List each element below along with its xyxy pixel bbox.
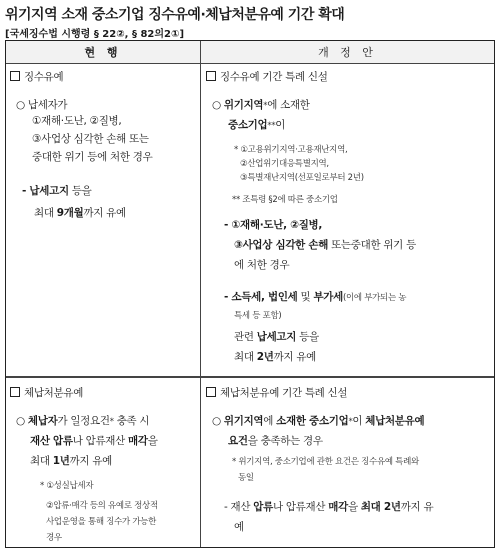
- s1-right-line4: ③사업상 심각한 손해 또는중대한 위기 등: [234, 239, 416, 251]
- section-divider: [6, 376, 494, 378]
- s2-left-line3: 최대 1년까지 유예: [30, 455, 113, 467]
- section1-right-heading: 징수유예 기간 특례 신설: [206, 69, 328, 84]
- s2-left-line1: ○ 체납자가 일정요건* 충족 시: [16, 415, 150, 427]
- s2-right-line4: 예: [234, 521, 244, 533]
- s1-right-line8: 관련 납세고지 등을: [234, 331, 319, 343]
- s2-left-note4: 경우: [46, 533, 62, 543]
- section2-left-heading: 체납처분유예: [10, 385, 83, 400]
- s1-right-line2: 중소기업**이: [228, 119, 286, 131]
- section2-right-heading: 체납처분유예 기간 특례 신설: [206, 385, 347, 400]
- header-current: 현 행: [84, 46, 122, 59]
- s1-left-line3: ③사업상 심각한 손해 또는: [32, 133, 149, 145]
- s1-right-line9: 최대 2년까지 유예: [234, 351, 317, 363]
- s1-right-note2: ②산업위기대응특별지역,: [240, 159, 329, 169]
- s1-left-line6: 최대 9개월까지 유예: [34, 207, 126, 219]
- checkbox-square-icon: [10, 71, 20, 81]
- checkbox-square-icon: [10, 387, 20, 397]
- s1-right-line3: - ①재해·도난, ②질병,: [224, 219, 323, 231]
- s1-left-line1: ○ 납세자가: [16, 99, 68, 111]
- s1-right-line6: - 소득세, 법인세 및 부가세(이에 부가되는 농: [224, 291, 407, 303]
- s1-right-note3: ③특별재난지역(선포일로부터 2년): [240, 173, 364, 183]
- s1-right-line1: ○ 위기지역*에 소재한: [212, 99, 310, 111]
- s2-right-note2: 동일: [238, 473, 254, 483]
- section1-left-heading: 징수유예: [10, 69, 63, 84]
- column-divider: [200, 41, 201, 547]
- s1-right-line5: 에 처한 경우: [234, 259, 290, 271]
- s2-right-line1: ○ 위기지역에 소재한 중소기업*이 체납처분유예: [212, 415, 425, 427]
- checkbox-square-icon: [206, 387, 216, 397]
- checkbox-square-icon: [206, 71, 216, 81]
- s2-left-note1: * ①성실납세자: [40, 481, 94, 491]
- s2-right-line3: - 재산 압류나 압류재산 매각을 최대 2년까지 유: [224, 501, 434, 513]
- s2-left-note3: 사업운영을 통해 징수가 가능한: [46, 517, 157, 527]
- s1-left-line2: ①재해·도난, ②질병,: [32, 115, 122, 127]
- s1-right-line7: 특세 등 포함): [234, 311, 282, 321]
- legal-reference: [국세징수법 시행령 § 22②, § 82의2①]: [5, 29, 185, 40]
- s1-left-line5: - 납세고지 등을: [22, 185, 92, 197]
- page-title: 위기지역 소재 중소기업 징수유예·체납처분유예 기간 확대: [5, 7, 345, 23]
- comparison-table: [5, 40, 495, 548]
- s1-right-note1: * ①고용위기지역·고용재난지역,: [234, 145, 348, 155]
- s2-right-note1: * 위기지역, 중소기업에 관한 요건은 징수유예 특례와: [232, 457, 419, 467]
- s2-right-line2: 요건을 충족하는 경우: [228, 435, 323, 447]
- s1-right-note4: ** 조특령 §2에 따른 중소기업: [232, 195, 338, 205]
- s2-left-note2: ②압류·매각 등의 유예로 정상적: [46, 501, 158, 511]
- s2-left-line2: 재산 압류나 압류재산 매각을: [30, 435, 158, 447]
- header-revised: 개 정 안: [318, 46, 377, 59]
- s1-left-line4: 중대한 위기 등에 처한 경우: [32, 151, 153, 163]
